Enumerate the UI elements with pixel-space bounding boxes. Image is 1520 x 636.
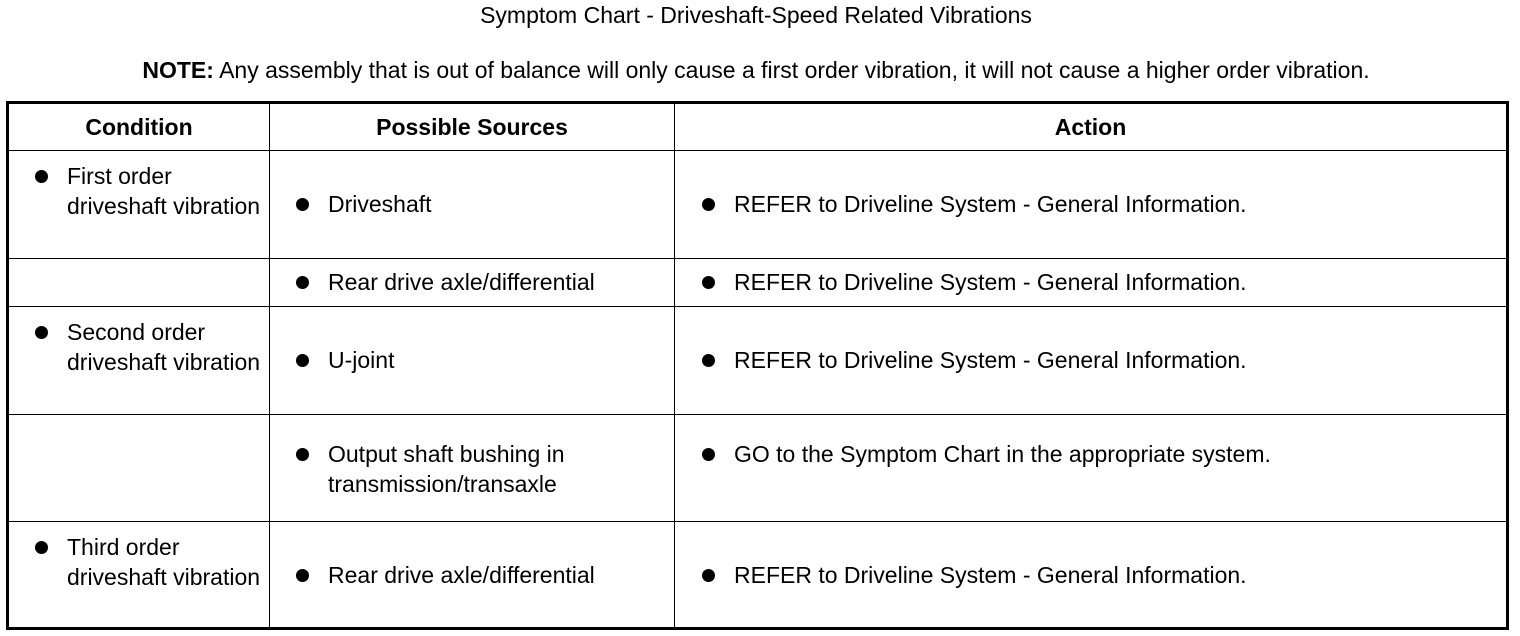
table-row [8,258,1508,306]
bullet-icon [702,448,715,461]
bullet-icon [296,198,309,211]
source-cell [270,414,675,522]
action-text: REFER to Driveline System - General Information. [734,269,1247,296]
header-action: Action [675,103,1508,151]
bullet-icon [35,541,48,554]
action-text: GO to the Symptom Chart in the appropriate system. [734,440,1271,467]
source-text: Rear drive axle/differential [328,269,595,296]
page-title: Symptom Chart - Driveshaft-Speed Related Vibrations [480,2,1032,28]
note [0,57,1512,83]
bullet-icon [35,326,48,339]
bullet-icon [296,569,309,582]
source-cell [270,151,675,259]
bullet-icon [296,276,309,289]
note-text: Any assembly that is out of balance will only cause a first order vibration, it will not cause a higher order vibration. [219,57,1370,83]
action-cell [675,151,1508,259]
action-cell [675,522,1508,629]
table-row [8,151,1508,259]
bullet-icon [702,276,715,289]
header-possible-sources: Possible Sources [270,103,675,151]
note-label: NOTE: [142,57,214,83]
condition-cell-empty [8,414,270,522]
source-text: U-joint [328,347,395,374]
action-text: REFER to Driveline System - General Information. [734,347,1247,374]
bullet-icon [702,198,715,211]
source-cell [270,306,675,414]
action-cell [675,306,1508,414]
table-row [8,306,1508,414]
bullet-icon [35,170,48,183]
action-cell [675,258,1508,306]
header-condition: Condition [8,103,270,151]
condition-text: Third order driveshaft vibration [67,534,261,591]
table-header-row [8,103,1508,151]
condition-text: Second order driveshaft vibration [67,318,261,375]
bullet-icon [702,354,715,367]
source-cell [270,258,675,306]
symptom-table [6,101,1509,630]
bullet-icon [296,354,309,367]
source-cell [270,522,675,629]
action-text: REFER to Driveline System - General Information. [734,191,1247,218]
bullet-icon [296,448,309,461]
source-text: Rear drive axle/differential [328,561,595,588]
condition-text: First order driveshaft vibration [67,163,261,219]
table-row [8,522,1508,629]
source-text: Output shaft bushing in transmission/transaxle [328,440,565,497]
condition-cell [8,151,270,259]
source-text: Driveshaft [328,191,432,218]
table-row [8,414,1508,522]
bullet-icon [702,569,715,582]
condition-cell [8,306,270,414]
condition-cell-empty [8,258,270,306]
action-cell [675,414,1508,522]
condition-cell [8,522,270,629]
action-text: REFER to Driveline System - General Information. [734,561,1247,588]
